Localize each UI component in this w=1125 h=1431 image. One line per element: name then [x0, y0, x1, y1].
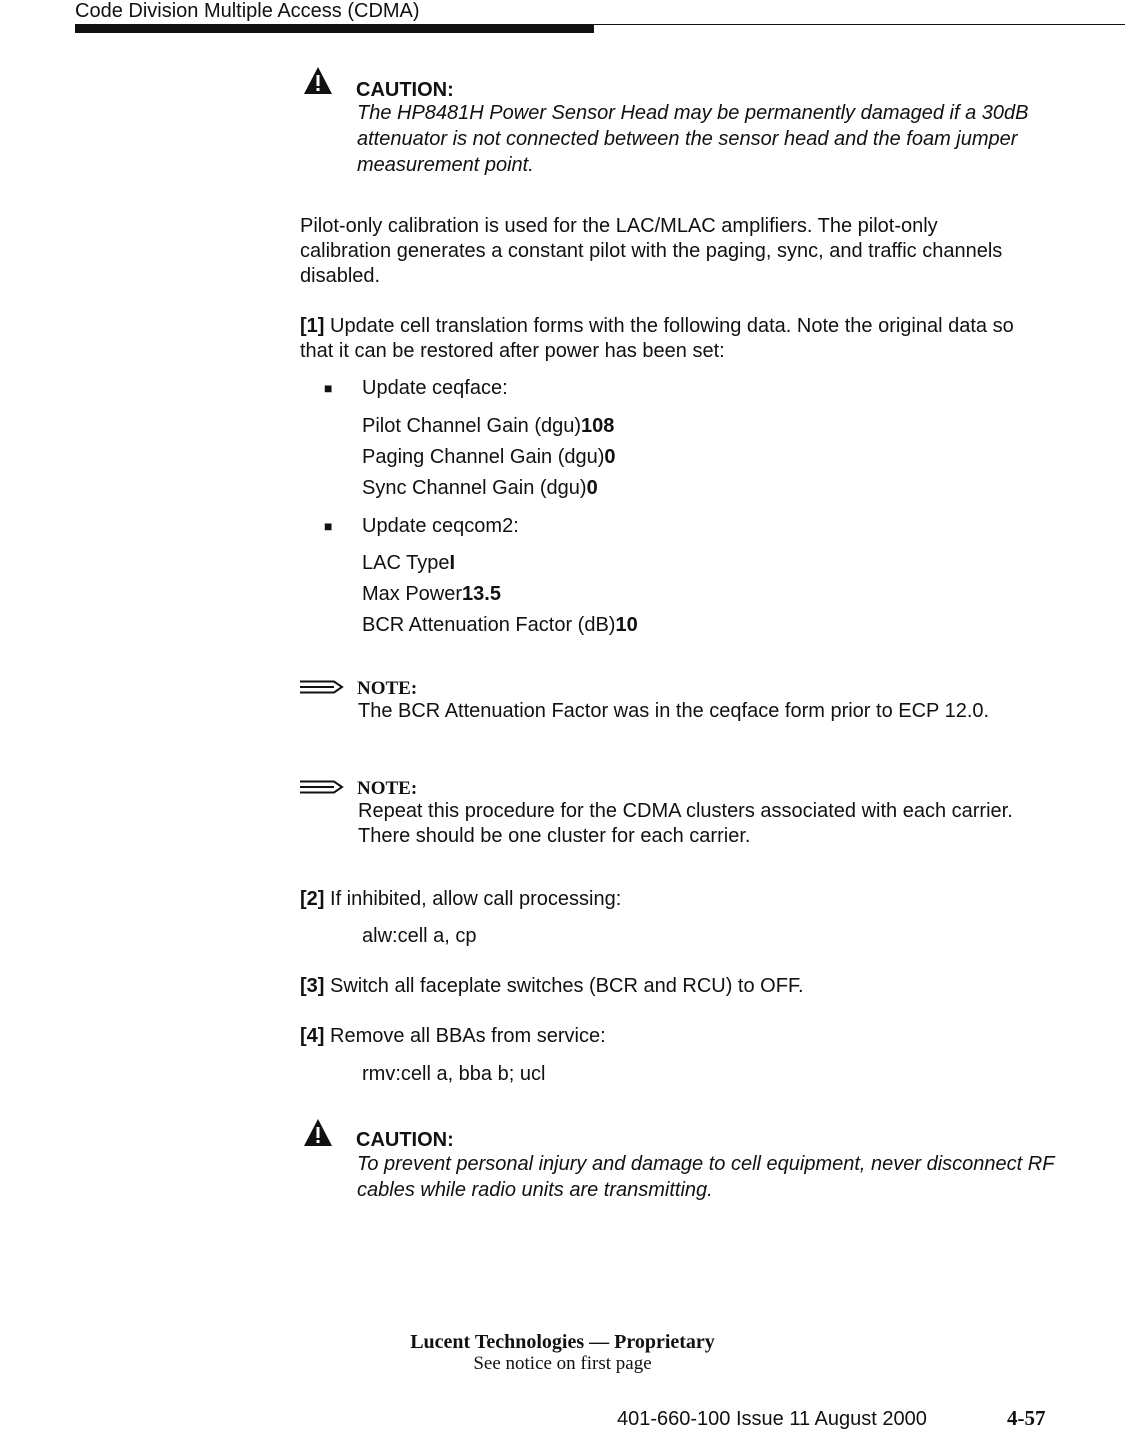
form-field-value: 108 [581, 415, 615, 437]
step-number: [4] [300, 1025, 325, 1047]
form-field-label: Pilot Channel Gain (dgu) [362, 415, 582, 437]
form-field-value: 0 [586, 477, 598, 499]
form-field-value: 10 [615, 614, 638, 636]
form-field-label: Sync Channel Gain (dgu) [362, 477, 587, 499]
form-field-value: 0 [604, 446, 616, 468]
warning-triangle-icon [303, 66, 333, 96]
step-text: Update cell translation forms with the following data. Note the original data so [324, 315, 1014, 337]
intro-line: disabled. [300, 265, 381, 287]
step-number: [2] [300, 888, 325, 910]
step-1-line-2: that it can be restored after power has been set: [300, 340, 725, 362]
header-rule-thick [75, 24, 594, 33]
bullet-title: Update ceqcom2: [362, 515, 519, 537]
command-text: rmv:cell a, bba b; ucl [362, 1063, 546, 1085]
footer-notice: See notice on first page [473, 1353, 652, 1374]
page-number: 4-57 [1007, 1406, 1046, 1430]
form-row [362, 581, 501, 607]
step-2-line [300, 886, 621, 912]
step-3-line [300, 973, 804, 999]
form-field-label: LAC Type [362, 552, 450, 574]
form-field-label: Paging Channel Gain (dgu) [362, 446, 605, 468]
note-text: There should be one cluster for each carrier. [358, 825, 751, 847]
caution-label: CAUTION: [356, 79, 454, 101]
running-header: Code Division Multiple Access (CDMA) [75, 0, 420, 22]
step-text: Switch all faceplate switches (BCR and RCU) to OFF. [324, 975, 804, 997]
form-row [362, 612, 638, 638]
step-text: If inhibited, allow call processing: [324, 888, 622, 910]
caution-text: The HP8481H Power Sensor Head may be permanently damaged if a 30dB attenuator is not connected between the sensor head and the foam jumper measurement point. [357, 102, 1029, 176]
command-text: alw:cell a, cp [362, 925, 477, 947]
form-row [362, 475, 598, 501]
bullet-square-icon: ■ [324, 380, 333, 396]
caution-text: To prevent personal injury and damage to cell equipment, never disconnect RF cables while radio units are transmitting. [357, 1153, 1055, 1201]
step-number: [1] [300, 315, 325, 337]
warning-triangle-icon [303, 1118, 333, 1148]
step-4-line [300, 1023, 606, 1049]
step-1-line [300, 313, 1014, 339]
form-row [362, 413, 614, 439]
bullet-square-icon: ■ [324, 518, 333, 534]
intro-line: calibration generates a constant pilot with the paging, sync, and traffic channels [300, 240, 1003, 262]
intro-line: Pilot-only calibration is used for the LAC/MLAC amplifiers. The pilot-only [300, 215, 938, 237]
note-arrow-icon [300, 680, 344, 694]
form-row [362, 444, 616, 470]
form-field-value: 13.5 [462, 583, 501, 605]
caution-label: CAUTION: [356, 1129, 454, 1151]
footer-brand: Lucent Technologies — Proprietary [410, 1331, 715, 1353]
form-field-label: Max Power [362, 583, 463, 605]
note-text: The BCR Attenuation Factor was in the ceqface form prior to ECP 12.0. [358, 700, 990, 722]
step-text: Remove all BBAs from service: [324, 1025, 606, 1047]
note-label: NOTE: [357, 678, 418, 699]
note-label: NOTE: [357, 778, 418, 799]
note-arrow-icon [300, 780, 344, 794]
form-row [362, 550, 455, 576]
step-number: [3] [300, 975, 325, 997]
footer-document-id: 401-660-100 Issue 11 August 2000 [617, 1408, 927, 1430]
bullet-title: Update ceqface: [362, 377, 508, 399]
form-field-value: I [449, 552, 456, 574]
note-text: Repeat this procedure for the CDMA clusters associated with each carrier. [358, 800, 1013, 822]
form-field-label: BCR Attenuation Factor (dB) [362, 614, 616, 636]
